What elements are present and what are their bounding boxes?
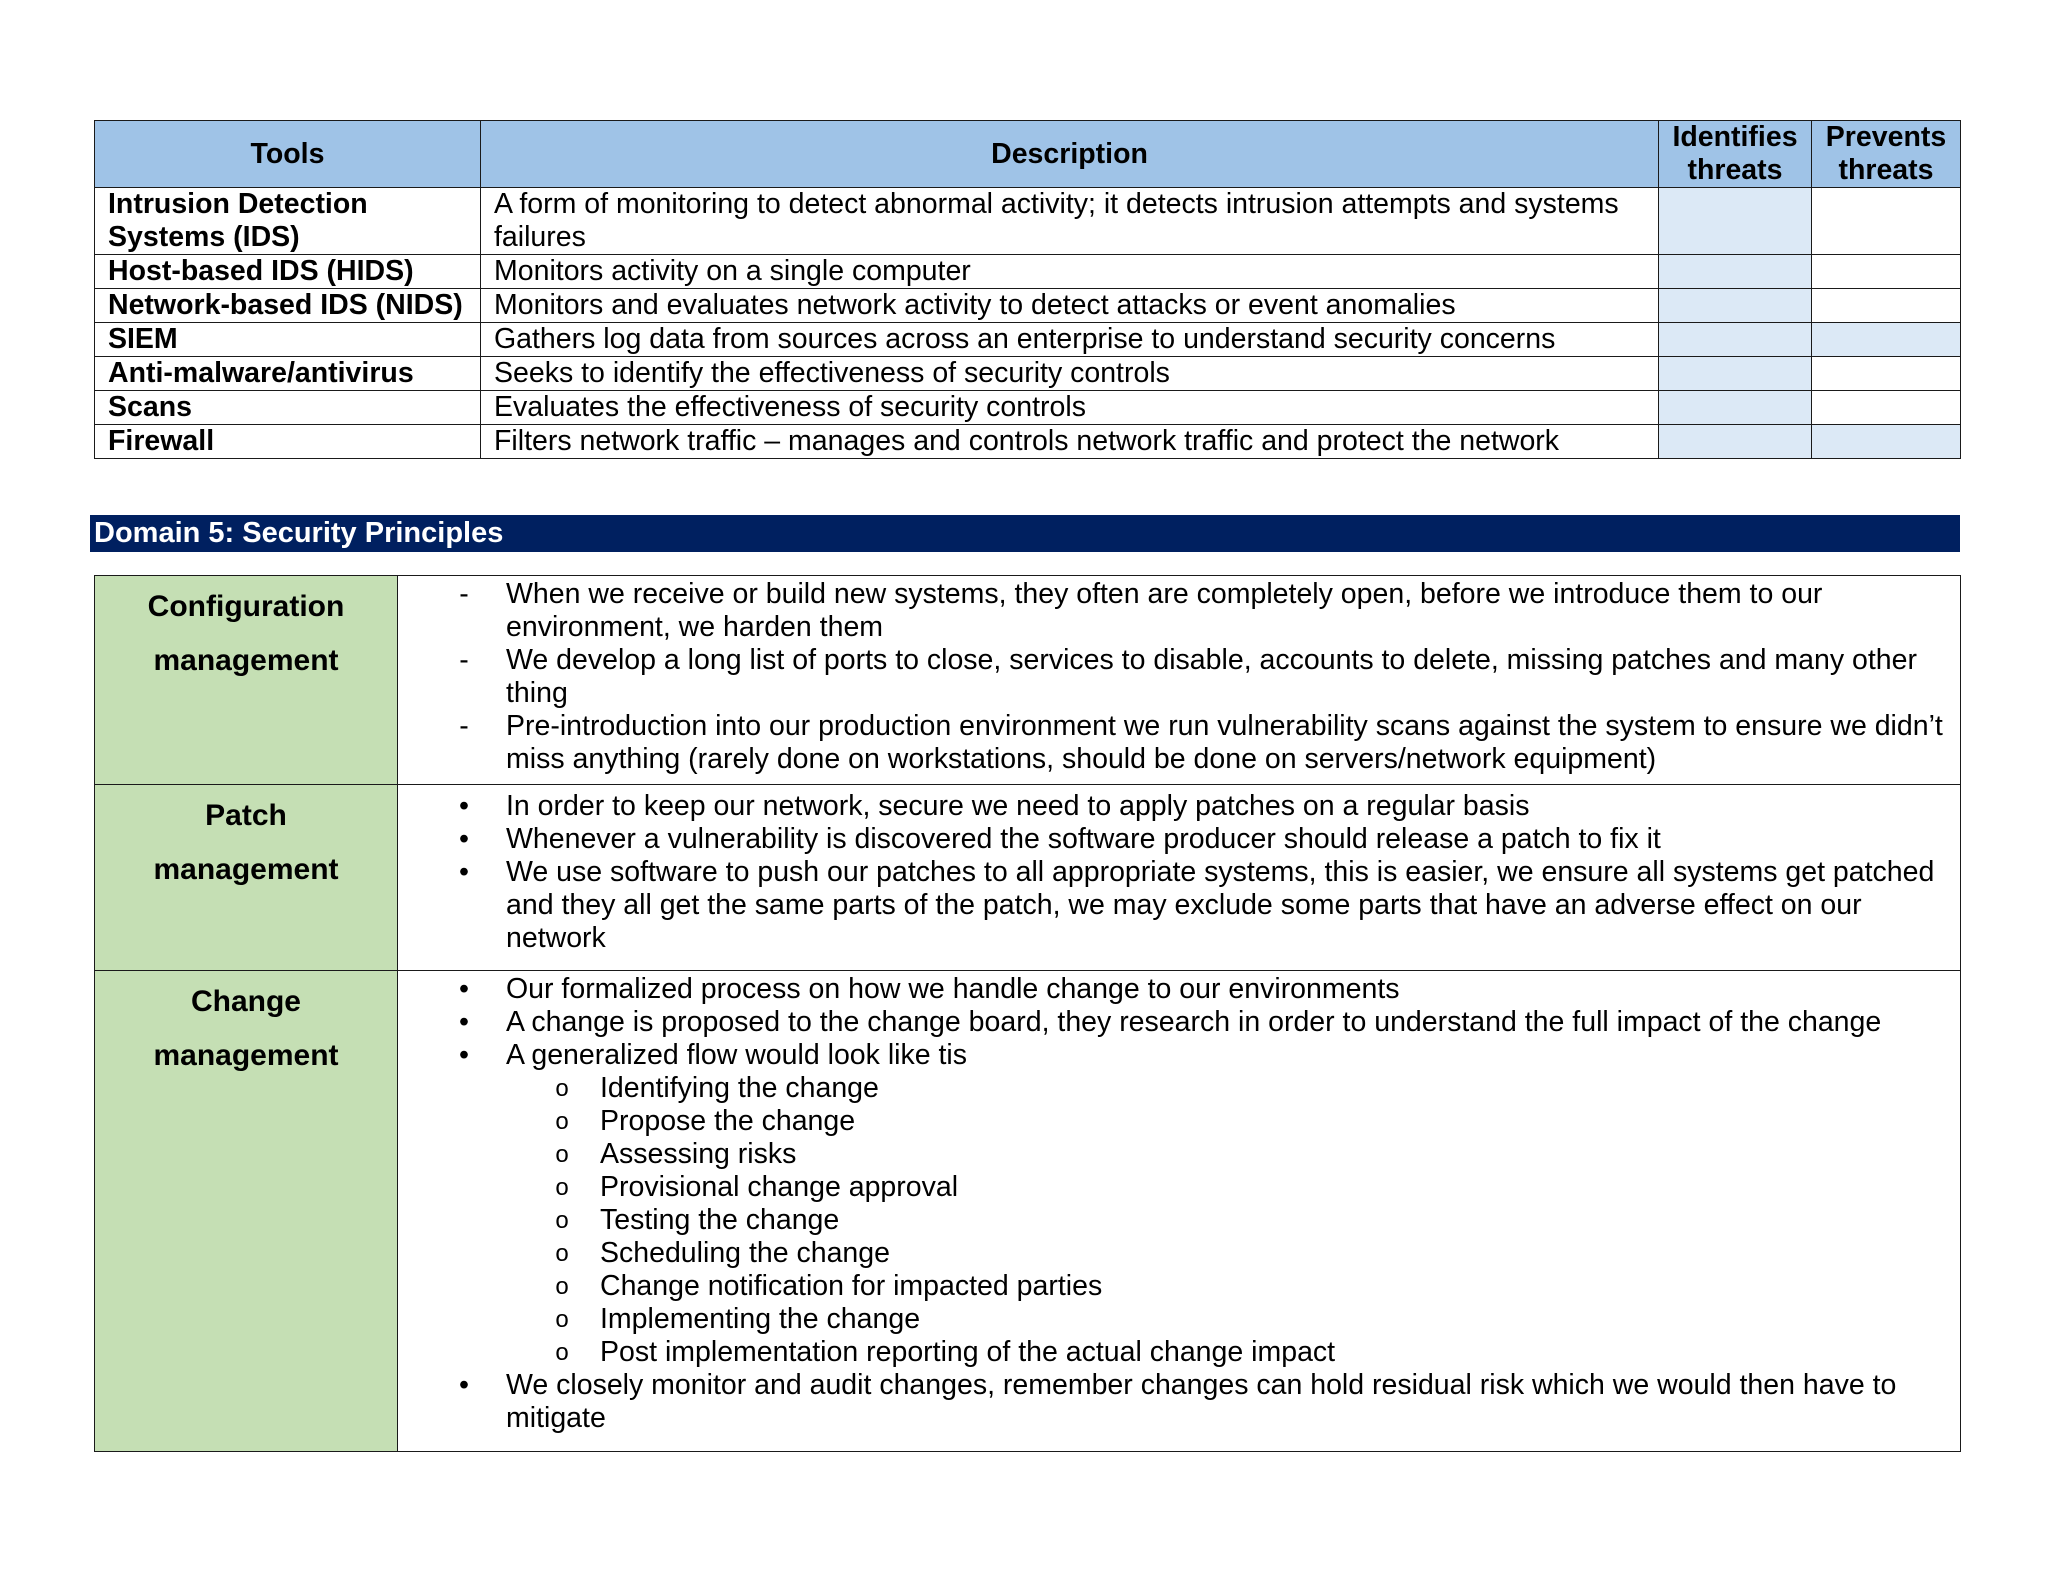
principle-label-line: Patch [205,799,287,832]
list-item [398,1039,1946,1369]
principle-list [398,790,1946,955]
list-item-text: When we receive or build new systems, they often are completely open, before we introduce them to our environment, we harden them [506,578,1823,643]
flow-step-text: Provisional change approval [600,1171,959,1203]
principle-body [398,785,1961,971]
principle-label-line: Change [190,985,301,1018]
flow-step [398,1237,1946,1270]
bullet-marker: • [459,1039,469,1071]
dash-marker: - [459,578,469,610]
principle-label-line: management [153,853,339,886]
table-row [95,323,1961,357]
header-prevents-threats: Prevents threats [1812,121,1961,188]
circle-marker: o [555,1108,569,1135]
list-item-text: We use software to push our patches to all appropriate systems, this is easier, we ensure all systems get patched and they all get the same parts of the patch, we may exclude some parts that have an adverse effect on our network [506,856,1935,954]
tool-description: Monitors activity on a single computer [481,255,1659,289]
flow-step-text: Identifying the change [600,1072,879,1104]
list-item-text: In order to keep our network, secure we need to apply patches on a regular basis [506,790,1530,822]
table-row [95,255,1961,289]
tool-description: Monitors and evaluates network activity to detect attacks or event anomalies [481,289,1659,323]
identifies-threats-cell [1659,289,1812,323]
tool-name: Network-based IDS (NIDS) [95,289,481,323]
flow-step [398,1336,1946,1369]
list-item-text: Our formalized process on how we handle change to our environments [506,973,1400,1005]
tool-name: SIEM [95,323,481,357]
prevents-threats-cell [1812,323,1961,357]
list-item [398,710,1946,776]
tool-name: Scans [95,391,481,425]
principle-label-line: Configuration [147,590,345,623]
bullet-marker: • [459,1369,469,1401]
bullet-marker: • [459,856,469,888]
identifies-threats-cell [1659,255,1812,289]
list-item [398,790,1946,823]
tool-name: Host-based IDS (HIDS) [95,255,481,289]
flow-step [398,1072,1946,1105]
list-item [398,823,1946,856]
tool-name: Anti-malware/antivirus [95,357,481,391]
tools-table [94,120,1961,459]
table-row [95,425,1961,459]
flow-step [398,1303,1946,1336]
tools-table-header-row [95,121,1961,188]
circle-marker: o [555,1075,569,1102]
principle-label [95,971,398,1452]
principle-row-configuration [95,576,1961,785]
prevents-threats-cell [1812,188,1961,255]
domain-heading: Domain 5: Security Principles [90,515,1960,552]
bullet-marker: • [459,823,469,855]
principle-label [95,785,398,971]
circle-marker: o [555,1141,569,1168]
list-item [398,973,1946,1006]
identifies-threats-cell [1659,323,1812,357]
header-tools: Tools [95,121,481,188]
identifies-threats-cell [1659,425,1812,459]
flow-step-text: Post implementation reporting of the actual change impact [600,1336,1336,1368]
circle-marker: o [555,1306,569,1333]
principle-list [398,973,1946,1435]
bullet-marker: • [459,790,469,822]
tool-description: Filters network traffic – manages and controls network traffic and protect the network [481,425,1659,459]
bullet-marker: • [459,1006,469,1038]
bullet-marker: • [459,973,469,1005]
list-item [398,1006,1946,1039]
table-row [95,289,1961,323]
circle-marker: o [555,1207,569,1234]
tool-name: Intrusion Detection Systems (IDS) [95,188,481,255]
prevents-threats-cell [1812,289,1961,323]
circle-marker: o [555,1240,569,1267]
principle-label-line: management [153,1039,339,1072]
principle-label-line: management [153,644,339,677]
identifies-threats-cell [1659,188,1812,255]
tool-description: Seeks to identify the effectiveness of security controls [481,357,1659,391]
table-row [95,357,1961,391]
tool-description: Gathers log data from sources across an enterprise to understand security concerns [481,323,1659,357]
prevents-threats-cell [1812,425,1961,459]
flow-step-text: Scheduling the change [600,1237,890,1269]
principle-row-patch [95,785,1961,971]
flow-step [398,1138,1946,1171]
flow-step-text: Change notification for impacted parties [600,1270,1103,1302]
list-item-text: We develop a long list of ports to close, services to disable, accounts to delete, missing patches and many other thing [506,644,1917,709]
list-item [398,644,1946,710]
header-description: Description [481,121,1659,188]
dash-marker: - [459,644,469,676]
tool-description: A form of monitoring to detect abnormal activity; it detects intrusion attempts and systems failures [481,188,1659,255]
list-item [398,578,1946,644]
prevents-threats-cell [1812,357,1961,391]
flow-step [398,1105,1946,1138]
prevents-threats-cell [1812,255,1961,289]
list-item-text: A generalized flow would look like tis [506,1039,967,1071]
flow-step [398,1204,1946,1237]
flow-step-text: Implementing the change [600,1303,921,1335]
table-row [95,188,1961,255]
circle-marker: o [555,1273,569,1300]
list-item [398,1369,1946,1435]
table-row [95,391,1961,425]
dash-marker: - [459,710,469,742]
list-item-text: A change is proposed to the change board, they research in order to understand the full impact of the change [506,1006,1882,1038]
list-item-text: Whenever a vulnerability is discovered the software producer should release a patch to fix it [506,823,1661,855]
header-identifies-threats: Identifies threats [1659,121,1812,188]
principle-list [398,578,1946,776]
flow-step [398,1171,1946,1204]
circle-marker: o [555,1339,569,1366]
principle-body [398,971,1961,1452]
flow-step [398,1270,1946,1303]
change-flow-list [506,1072,1946,1369]
flow-step-text: Propose the change [600,1105,856,1137]
identifies-threats-cell [1659,357,1812,391]
list-item-text: Pre-introduction into our production environment we run vulnerability scans against the system to ensure we didn’t miss anything (rarely done on workstations, should be done on servers/network equipment) [506,710,1943,775]
principle-body [398,576,1961,785]
tool-name: Firewall [95,425,481,459]
principle-label [95,576,398,785]
prevents-threats-cell [1812,391,1961,425]
tool-description: Evaluates the effectiveness of security controls [481,391,1659,425]
principle-row-change [95,971,1961,1452]
list-item-text: We closely monitor and audit changes, remember changes can hold residual risk which we would then have to mitigate [506,1369,1897,1434]
identifies-threats-cell [1659,391,1812,425]
principles-table [94,575,1961,1452]
flow-step-text: Assessing risks [600,1138,797,1170]
circle-marker: o [555,1174,569,1201]
list-item [398,856,1946,955]
flow-step-text: Testing the change [600,1204,840,1236]
